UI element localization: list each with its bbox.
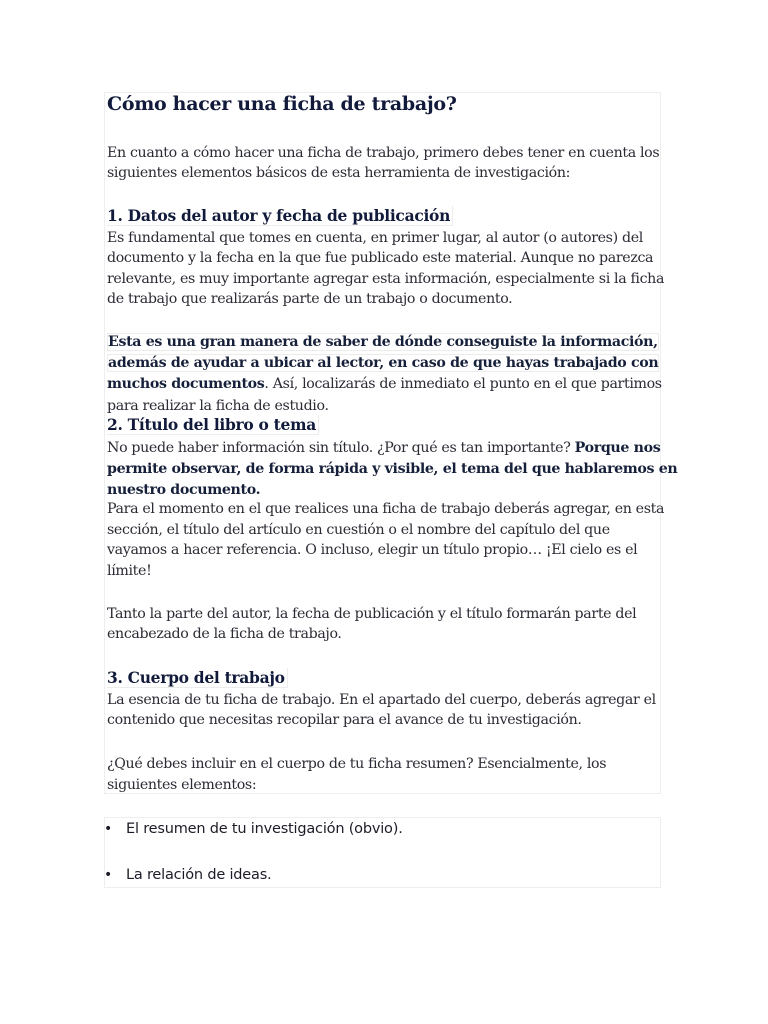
- section-2-normal: No puede haber información sin título. ¿Por qué es tan importante?: [107, 440, 575, 456]
- section-1-para-1-line-4: de trabajo que realizarás parte de un trabajo o documento.: [107, 291, 513, 307]
- section-2-para-1-line-2: [107, 459, 677, 480]
- section-1-para-2-line-1: [107, 332, 659, 353]
- section-2-para-2-line-2: sección, el título del artículo en cuestión o el nombre del capítulo del que: [107, 522, 610, 538]
- list-item-text: El resumen de tu investigación (obvio).: [126, 821, 403, 837]
- section-3-heading: 3. Cuerpo del trabajo: [107, 668, 288, 688]
- section-3-para-1-line-2: contenido que necesitas recopilar para el avance de tu investigación.: [107, 712, 582, 728]
- section-2-para-2-line-4: límite!: [107, 563, 152, 579]
- section-1-bold-2: además de ayudar a ubicar al lector, en caso de que hayas trabajado con: [108, 355, 659, 371]
- section-1-para-2-line-4: para realizar la ficha de estudio.: [107, 398, 329, 414]
- section-2-para-1-line-1: [107, 438, 660, 459]
- section-1-bold-3: muchos documentos: [107, 376, 265, 392]
- section-1-para-1-line-1: Es fundamental que tomes en cuenta, en primer lugar, al autor (o autores) del: [107, 230, 643, 246]
- section-2-para-2-line-3: vayamos a hacer referencia. O incluso, elegir un título propio… ¡El cielo es el: [107, 542, 638, 558]
- section-2-bold-2: permite observar, de forma rápida y visible, el tema del que hablaremos en: [107, 461, 678, 477]
- intro-line-2: siguientes elementos básicos de esta herramienta de investigación:: [107, 165, 571, 181]
- section-1-para-1-line-2: documento y la fecha en la que fue publicado este material. Aunque no parezca: [107, 250, 654, 266]
- section-1-bold-1: Esta es una gran manera de saber de dónde conseguiste la información,: [108, 334, 658, 350]
- section-2-para-3-line-1: Tanto la parte del autor, la fecha de publicación y el título formarán parte del: [107, 606, 637, 622]
- section-1-para-2-line-3: [107, 374, 662, 395]
- section-2-bold-3: nuestro documento.: [107, 482, 261, 498]
- intro-line-1: En cuanto a cómo hacer una ficha de trabajo, primero debes tener en cuenta los: [107, 145, 660, 161]
- section-3-para-1-line-1: La esencia de tu ficha de trabajo. En el apartado del cuerpo, deberás agregar el: [107, 692, 656, 708]
- section-1-heading: 1. Datos del autor y fecha de publicación: [107, 206, 453, 226]
- page-title: Cómo hacer una ficha de trabajo?: [107, 93, 457, 115]
- list-item-text: La relación de ideas.: [126, 867, 272, 883]
- section-2-bold-1: Porque nos: [574, 440, 661, 456]
- section-1-rest-1: . Así, localizarás de inmediato el punto en el que partimos: [264, 376, 662, 392]
- section-1-para-1-line-3: relevante, es muy importante agregar esta información, especialmente si la ficha: [107, 271, 665, 287]
- section-3-para-2-line-1: ¿Qué debes incluir en el cuerpo de tu ficha resumen? Esencialmente, los: [107, 756, 607, 772]
- section-2-heading: 2. Título del libro o tema: [107, 415, 319, 435]
- section-2-para-3-line-2: encabezado de la ficha de trabajo.: [107, 626, 342, 642]
- section-2-para-2-line-1: Para el momento en el que realices una ficha de trabajo deberás agregar, en esta: [107, 501, 665, 517]
- section-3-para-2-line-2: siguientes elementos:: [107, 777, 257, 793]
- bullet-marker: •: [104, 821, 113, 837]
- bullet-marker: •: [104, 867, 113, 883]
- section-1-para-2-line-2: [107, 353, 659, 374]
- section-2-para-1-line-3: [107, 480, 260, 501]
